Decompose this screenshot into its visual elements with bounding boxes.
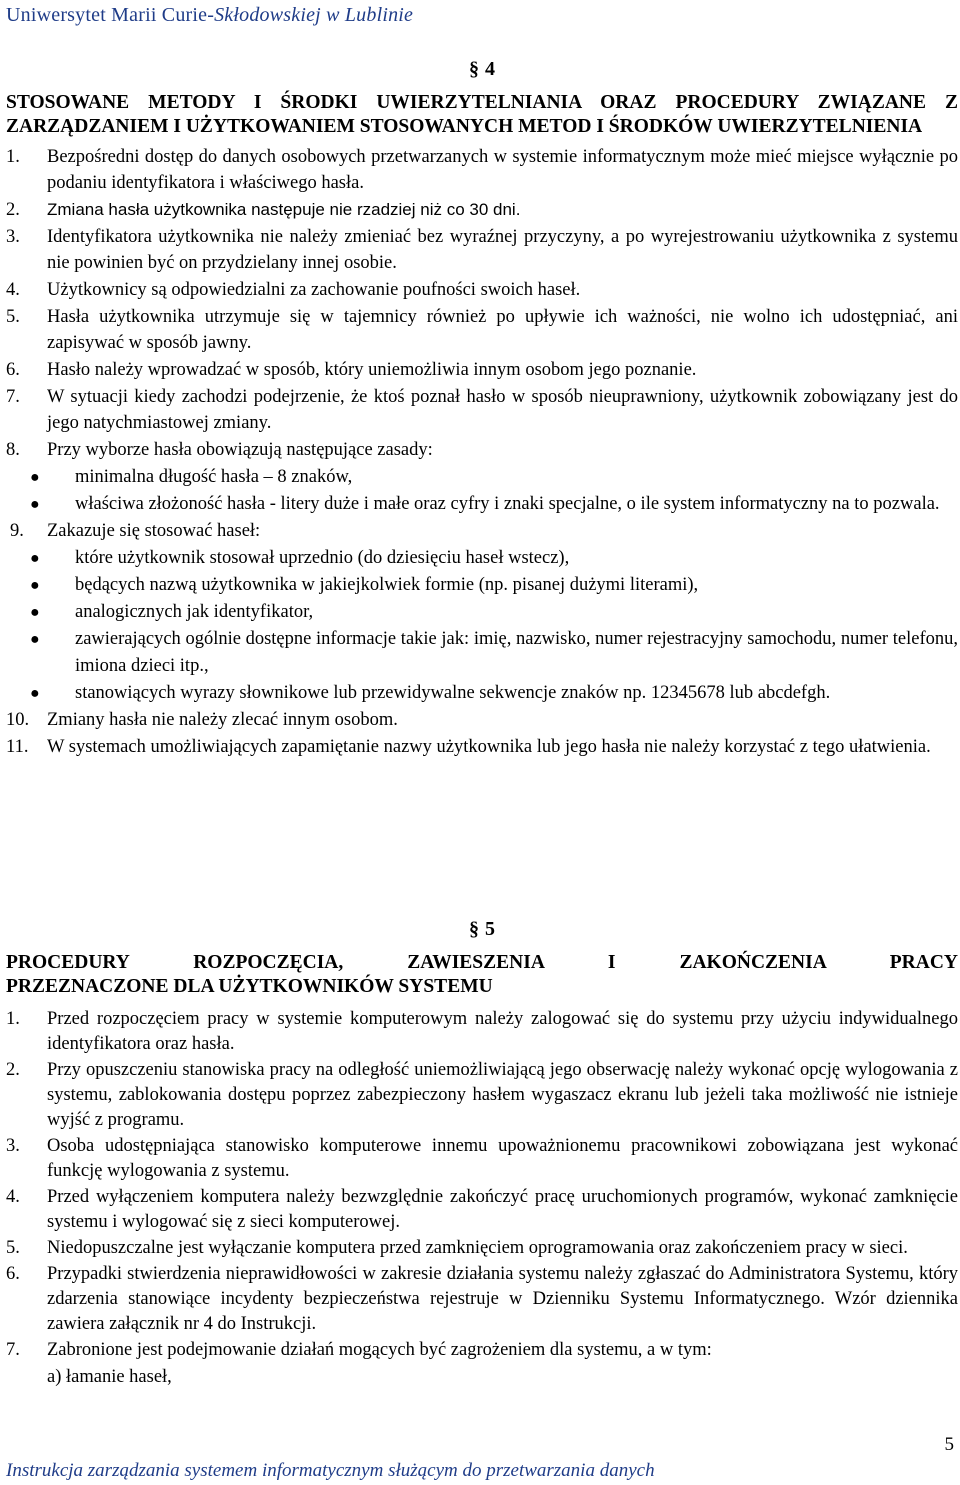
- list-item: 7. W sytuacji kiedy zachodzi podejrzenie, że ktoś poznał hasło w sposób nieuprawniony, użytkownik zobowiązany jest do jego natychmiastowej zmiany.: [6, 387, 958, 433]
- bullet-icon: ●: [30, 631, 40, 648]
- footer-text: Instrukcja zarządzania systemem informatycznym służącym do przetwarzania danych: [6, 1460, 655, 1481]
- list-item: 6. Hasło należy wprowadzać w sposób, który uniemożliwia innym osobom jego poznanie.: [6, 360, 697, 380]
- bullet-item: ● które użytkownik stosował uprzednio (do dziesięciu haseł wstecz),: [6, 545, 958, 572]
- bullet-icon: ●: [30, 550, 40, 567]
- bullet-item: ● będących nazwą użytkownika w jakiejkolwiek formie (np. pisanej dużymi literami),: [6, 572, 958, 599]
- header-university: Uniwersytet Marii Curie-: [6, 4, 215, 26]
- list-item: 10. Zmiany hasła nie należy zlecać innym osobom.: [6, 710, 398, 730]
- section-4-list-continued: [6, 707, 958, 760]
- bullet-item: ● analogicznych jak identyfikator,: [6, 599, 958, 626]
- sub-item: a) łamanie haseł,: [47, 1367, 172, 1387]
- section-5-heading: [6, 918, 958, 941]
- list-item: 3. Osoba udostępniająca stanowisko komputerowe innemu upoważnionemu pracownikowi zobowiązana jest wykonać funkcję wylogowania z systemu.: [6, 1136, 958, 1181]
- section-5-number: 5: [485, 918, 495, 940]
- section-4-heading: [6, 58, 958, 81]
- list-item: 2. Zmiana hasła użytkownika następuje nie rzadziej niż co 30 dni.: [6, 200, 521, 220]
- section-4-title: STOSOWANE METODY I ŚRODKI UWIERZYTELNIANIA ORAZ PROCEDURY ZWIĄZANE Z ZARZĄDZANIEM I UŻYTKOWANIEM STOSOWANYCH METOD I ŚRODKÓW UWIERZYTELNIENIA: [6, 92, 958, 137]
- bullet-item: ● zawierających ogólnie dostępne informacje takie jak: imię, nazwisko, numer rejestracyjny samochodu, numer telefonu, imiona dzieci itp.,: [6, 626, 958, 680]
- bullet-icon: ●: [30, 577, 40, 594]
- list-item: 2. Przy opuszczeniu stanowiska pracy na odległość uniemożliwiającą jego obserwację należy wykonać opcję wylogowania z systemu, zablokowania dostępu poprzez zabezpieczony hasłem wygaszacz ekranu lub jeżeli taka możliwość nie istnieje wyjść z programu.: [6, 1060, 958, 1130]
- section-4: [6, 58, 958, 761]
- list-item: 1. Bezpośredni dostęp do danych osobowych przetwarzanych w systemie informatycznym może mieć miejsce wyłącznie po podaniu identyfikatora i właściwego hasła.: [6, 147, 958, 193]
- section-5-title: PROCEDURY ROZPOCZĘCIA, ZAWIESZENIA I ZAKOŃCZENIA PRACY PRZEZNACZONE DLA UŻYTKOWNIKÓW SYSTEMU: [6, 952, 958, 997]
- section-4-list: [6, 144, 958, 463]
- section-sign: §: [469, 918, 479, 940]
- section-5-list: [6, 1007, 958, 1363]
- bullet-item: ● właściwa złożoność hasła - litery duże i małe oraz cyfry i znaki specjalne, o ile system informatyczny na to pozwala.: [6, 491, 958, 518]
- section-5: [6, 918, 958, 1390]
- bullet-icon: ●: [30, 604, 40, 621]
- bullet-item: ● stanowiących wyrazy słownikowe lub przewidywalne sekwencje znaków np. 12345678 lub abcdefgh.: [6, 680, 958, 707]
- section-4-number: 4: [485, 58, 495, 80]
- item-9-bullets: [6, 545, 958, 707]
- list-item: 5. Hasła użytkownika utrzymuje się w tajemnicy również po upływie ich ważności, nie wolno ich udostępniać, ani zapisywać w sposób jawny.: [6, 307, 958, 353]
- header-university-italic: Skłodowskiej w Lublinie: [214, 4, 414, 26]
- list-item: 3. Identyfikatora użytkownika nie należy zmieniać bez wyraźnej przyczyny, a po wyrejestrowaniu użytkownika z systemu nie powinien być on przydzielany innej osobie.: [6, 227, 958, 273]
- list-item: 9. Zakazuje się stosować haseł:: [10, 521, 261, 541]
- list-item: 8. Przy wyborze hasła obowiązują następujące zasady:: [6, 440, 433, 460]
- bullet-icon: ●: [30, 685, 40, 702]
- list-item: 7. Zabronione jest podejmowanie działań mogących być zagrożeniem dla systemu, a w tym:: [6, 1340, 712, 1360]
- list-item: 6. Przypadki stwierdzenia nieprawidłowości w zakresie działania systemu należy zgłaszać do Administratora Systemu, który zdarzenia stanowiące incydenty bezpieczeństwa rejestruje w Dzienniku Systemu Informatycznego. Wzór dziennika zawiera załącznik nr 4 do Instrukcji.: [6, 1264, 958, 1334]
- item-8-bullets: [6, 464, 958, 518]
- section-sign: §: [469, 58, 479, 80]
- document-header: [6, 4, 413, 27]
- list-item: 4. Przed wyłączeniem komputera należy bezwzględnie zakończyć pracę uruchomionych programów, wykonać zamknięcie systemu i wylogować się z sieci komputerowej.: [6, 1187, 958, 1232]
- list-item: 5. Niedopuszczalne jest wyłączanie komputera przed zamknięciem oprogramowania oraz zakończeniem pracy w sieci.: [6, 1238, 908, 1258]
- list-item: 11. W systemach umożliwiających zapamiętanie nazwy użytkownika lub jego hasła nie należy korzystać z tego ułatwienia.: [6, 737, 931, 757]
- bullet-icon: ●: [30, 496, 40, 513]
- bullet-icon: ●: [30, 469, 40, 486]
- page-number: 5: [944, 1434, 954, 1455]
- list-item: 1. Przed rozpoczęciem pracy w systemie komputerowym należy zalogować się do systemu przy użyciu indywidualnego identyfikatora oraz hasła.: [6, 1009, 958, 1054]
- bullet-item: ● minimalna długość hasła – 8 znaków,: [6, 464, 958, 491]
- list-item: 4. Użytkownicy są odpowiedzialni za zachowanie poufności swoich haseł.: [6, 280, 581, 300]
